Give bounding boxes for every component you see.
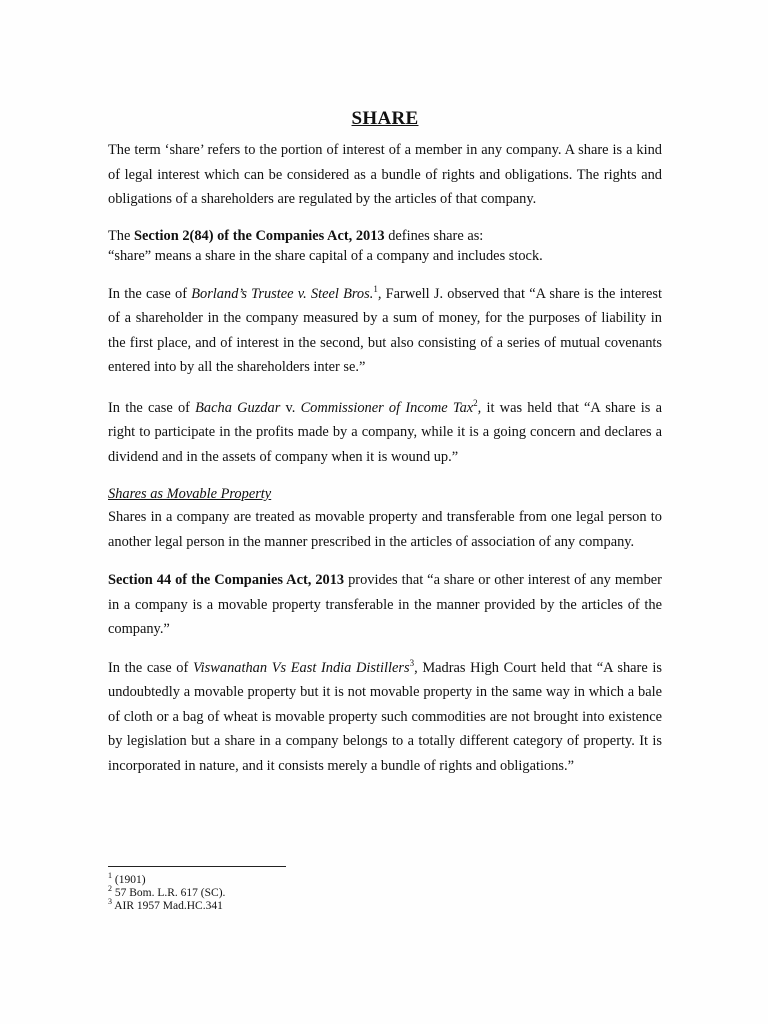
- bacha-comma: ,: [477, 399, 482, 416]
- viswanathan-case-paragraph: [108, 656, 662, 779]
- footnote-3: [108, 897, 225, 913]
- movable-property-paragraph: Shares in a company are treated as movable property and transferable from one legal person to another legal person in the manner prescribed in the articles of association of any company.: [108, 509, 662, 550]
- section-2-84-reference: Section 2(84) of the Companies Act, 2013: [133, 227, 385, 244]
- borland-case-paragraph: [108, 282, 662, 380]
- viswanathan-quote: , Madras High Court held that “A share is undoubtedly a movable property but it is not movable property in the same way in which a bale of cloth or a bag of wheat is movable property such commodities are not brought into existence by legislation but a share in a company belongs to a totally different category of property. It is incorporated in nature, and it consists merely a bundle of rights and obligations.”: [108, 659, 662, 774]
- section-44-text: provides that “a share or other interest of any member in a company is a movable property transferable in the manner provided by the articles of the company.”: [108, 572, 662, 637]
- footnote-ref-3: 3: [409, 657, 415, 668]
- footnote-2: [108, 884, 226, 900]
- footnotes: [108, 871, 226, 913]
- bacha-versus: v.: [280, 399, 301, 416]
- definition-suffix: defines share as:: [384, 227, 484, 244]
- viswanathan-case-name: Viswanathan Vs East India Distillers: [192, 659, 410, 676]
- footnote-2-number: 2: [108, 884, 112, 894]
- definition-prefix: The: [108, 227, 134, 244]
- footnote-1: [108, 871, 225, 887]
- borland-quote: Farwell J. observed that “A share is the interest of a shareholder in the company measured by a sum of money, for the purposes of liability in the first place, and of interest in the second, but also consisting of a series of mutual covenants entered into by all the shareholders inter se.”: [108, 285, 663, 375]
- footnote-2-text: 57 Bom. L.R. 617 (SC).: [112, 887, 226, 899]
- intro-paragraph: The term ‘share’ refers to the portion of interest of a member in any company. A share is a kind of legal interest which can be considered as a bundle of rights and obligations. The rights and obligations of a shareholders are regulated by the articles of that company.: [108, 142, 662, 207]
- borland-case-name: Borland’s Trustee v. Steel Bros.: [191, 285, 374, 302]
- footnote-3-text: AIR 1957 Mad.HC.341: [112, 900, 223, 912]
- footnote-1-text: (1901): [112, 874, 146, 886]
- borland-prefix: In the case of: [108, 285, 192, 302]
- footnote-ref-2: 2: [473, 397, 478, 408]
- footnote-3-number: 3: [108, 897, 112, 907]
- footnote-1-number: 1: [108, 871, 112, 881]
- section-44-paragraph: [108, 568, 662, 642]
- footnote-ref-1: 1: [373, 283, 378, 294]
- definition-text: “share” means a share in the share capital of a company and includes stock.: [108, 247, 543, 264]
- page-title: SHARE: [351, 108, 419, 129]
- section-44-reference: Section 44 of the Companies Act, 2013: [108, 572, 345, 588]
- borland-comma: ,: [377, 285, 382, 302]
- bacha-party1: Bacha Guzdar: [195, 399, 281, 416]
- definition-paragraph: [108, 226, 662, 266]
- bacha-prefix: In the case of: [108, 399, 196, 416]
- bacha-quote: it was held that “A share is a right to participate in the profits made by a company, while it is a going concern and declares a dividend and in the assets of company when it is wound up.”: [108, 399, 662, 465]
- footnote-divider: [108, 866, 286, 867]
- bacha-party2: Commissioner of Income Tax: [300, 399, 474, 416]
- section-subheading: Shares as Movable Property: [108, 486, 272, 502]
- bacha-guzdar-paragraph: [108, 396, 662, 470]
- viswanathan-prefix: In the case of: [108, 659, 193, 676]
